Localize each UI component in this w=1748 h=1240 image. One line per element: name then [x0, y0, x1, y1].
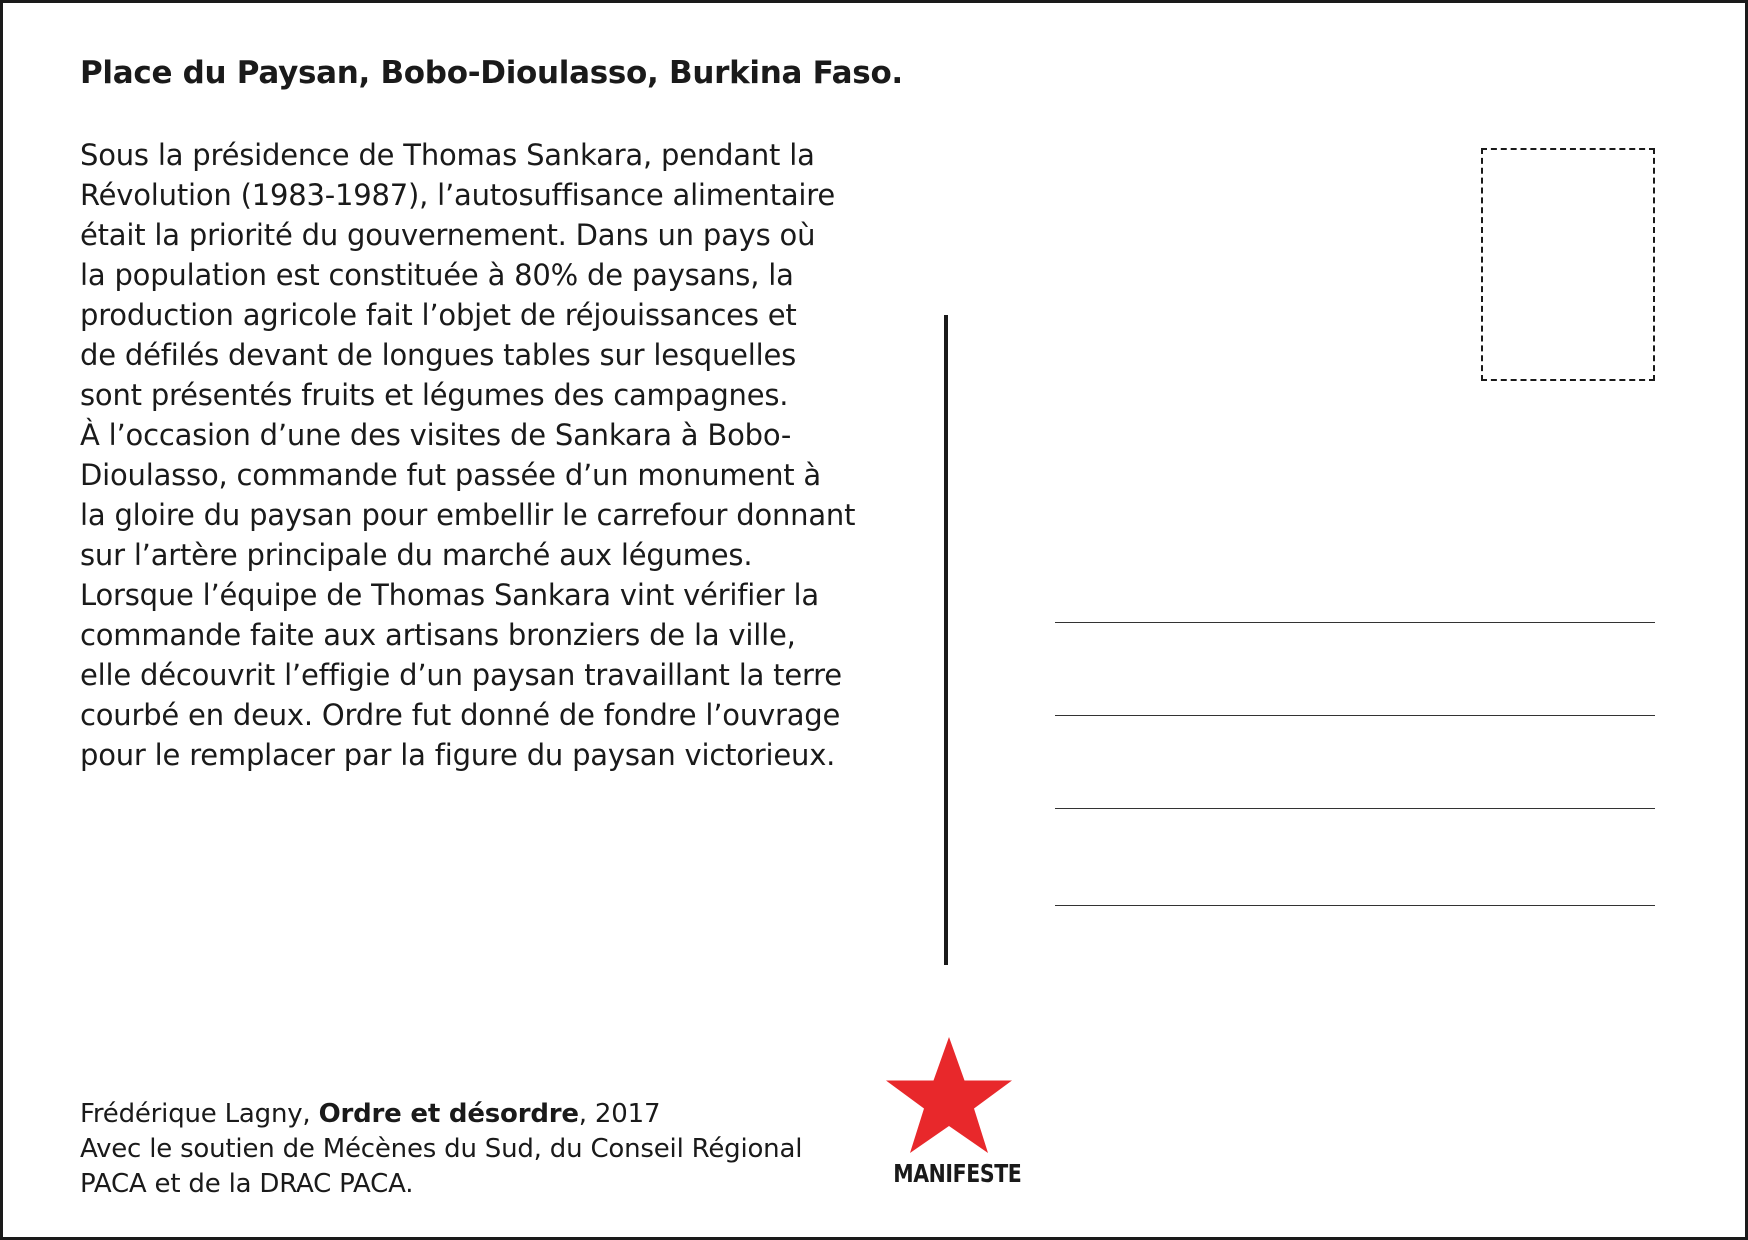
description-line: sont présentés fruits et légumes des campagnes. — [80, 378, 789, 412]
description-line: pour le remplacer par la figure du paysan victorieux. — [80, 738, 836, 772]
address-line — [1055, 715, 1655, 716]
description-line: la gloire du paysan pour embellir le carrefour donnant — [80, 498, 856, 532]
postcard-title: Place du Paysan, Bobo-Dioulasso, Burkina Faso. — [80, 55, 903, 91]
description-line: sur l’artère principale du marché aux légumes. — [80, 538, 753, 572]
description-line: elle découvrit l’effigie d’un paysan travaillant la terre — [80, 658, 842, 692]
star-icon — [883, 1035, 1015, 1159]
description-line: À l’occasion d’une des visites de Sankara à Bobo- — [80, 418, 792, 452]
credits-year: , 2017 — [578, 1099, 661, 1129]
credits — [80, 1097, 900, 1202]
description-line: de défilés devant de longues tables sur lesquelles — [80, 338, 797, 372]
description-line: Sous la présidence de Thomas Sankara, pendant la — [80, 138, 815, 172]
manifeste-logo — [881, 1035, 1022, 1199]
description-line: production agricole fait l’objet de réjouissances et — [80, 298, 797, 332]
description-line: était la priorité du gouvernement. Dans un pays où — [80, 218, 816, 252]
description-line: courbé en deux. Ordre fut donné de fondre l’ouvrage — [80, 698, 841, 732]
address-line — [1055, 622, 1655, 623]
description-line: la population est constituée à 80% de paysans, la — [80, 258, 794, 292]
description-line: Dioulasso, commande fut passée d’un monument à — [80, 458, 822, 492]
credits-author: Frédérique Lagny, — [80, 1099, 319, 1129]
credits-support-line: Avec le soutien de Mécènes du Sud, du Conseil Régional — [80, 1134, 803, 1164]
address-line — [1055, 808, 1655, 809]
description-line: Révolution (1983-1987), l’autosuffisance alimentaire — [80, 178, 835, 212]
center-divider — [944, 315, 948, 965]
address-line — [1055, 905, 1655, 906]
credits-support-line: PACA et de la DRAC PACA. — [80, 1169, 414, 1199]
credits-author-line — [80, 1097, 900, 1132]
logo-text: MANIFESTE — [893, 1159, 1022, 1188]
stamp-placeholder — [1481, 148, 1655, 381]
postcard-description — [80, 135, 950, 775]
credits-work-title: Ordre et désordre — [318, 1099, 579, 1129]
description-line: Lorsque l’équipe de Thomas Sankara vint vérifier la — [80, 578, 819, 612]
description-line: commande faite aux artisans bronziers de la ville, — [80, 618, 796, 652]
